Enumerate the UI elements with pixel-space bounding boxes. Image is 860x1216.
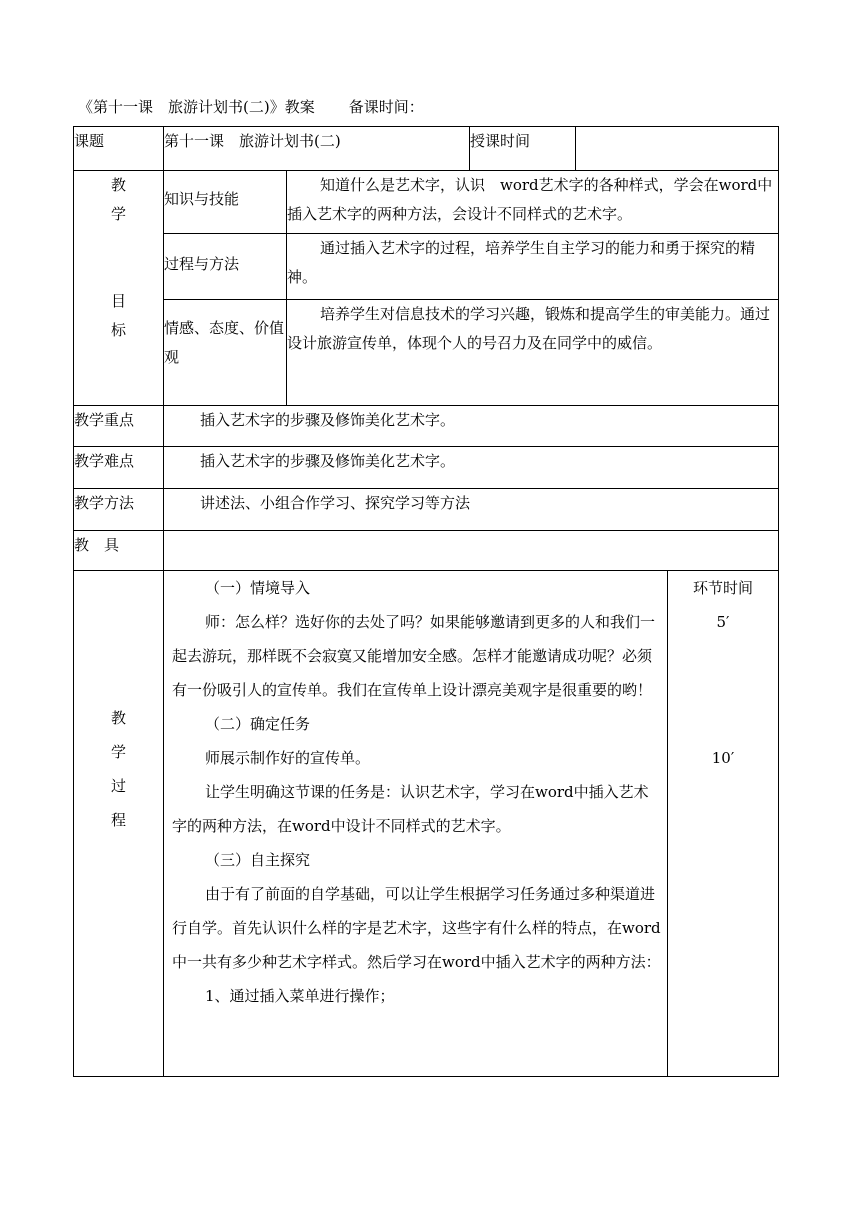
section-title: （三）自主探究 (205, 851, 311, 869)
lesson-title: 《第十一课 旅游计划书(二)》教案 (78, 98, 315, 116)
objectives-label-char: 目 (110, 292, 126, 310)
topic-row (74, 127, 779, 171)
objective-label: 情感、态度、价值观 (164, 300, 287, 406)
method-label: 教学方法 (74, 489, 164, 531)
objectives-label (74, 171, 164, 406)
tools-value (164, 531, 779, 571)
tools-label: 教 具 (74, 531, 164, 571)
stage-time-value: 5′ (716, 613, 730, 631)
paragraph: 由于有了前面的自学基础，可以让学生根据学习任务通过多种渠道进行自学。首先认识什么样的字是艺术字，这些字有什么样的特点，在word中一共有多少种艺术字样式。然后学习在word中插入艺术字的两种方法： (172, 885, 661, 971)
difficulty-label: 教学难点 (74, 447, 164, 489)
process-row (74, 571, 779, 1077)
objective-text: 知道什么是艺术字，认识 word艺术字的各种样式，学会在word中插入艺术字的两种方法，会设计不同样式的艺术字。 (287, 171, 779, 234)
lesson-plan-table (73, 126, 779, 1077)
difficulty-value: 插入艺术字的步骤及修饰美化艺术字。 (164, 447, 779, 489)
section-title: （一）情境导入 (205, 579, 311, 597)
key-point-value: 插入艺术字的步骤及修饰美化艺术字。 (164, 406, 779, 447)
teach-time-label: 授课时间 (470, 127, 576, 171)
objective-row-knowledge (74, 171, 779, 234)
process-content (164, 571, 668, 1077)
process-label-char: 过 (110, 777, 126, 795)
stage-time-column (668, 571, 779, 1077)
method-row (74, 489, 779, 531)
objectives-label-char: 学 (110, 205, 126, 223)
objective-label: 过程与方法 (164, 234, 287, 300)
objectives-label-char: 教 (110, 176, 126, 194)
stage-time-header: 环节时间 (692, 579, 753, 597)
objective-label: 知识与技能 (164, 171, 287, 234)
paragraph: 师：怎么样？选好你的去处了吗？如果能够邀请到更多的人和我们一起去游玩，那样既不会寂寞又能增加安全感。怎样才能邀请成功呢？必须有一份吸引人的宣传单。我们在宣传单上设计漂亮美观字是很重要的哟！ (172, 613, 656, 699)
process-label-char: 程 (110, 811, 126, 829)
difficulty-row (74, 447, 779, 489)
objectives-label-char: 标 (110, 321, 126, 339)
objective-row-process (74, 234, 779, 300)
section-title: （二）确定任务 (205, 715, 311, 733)
stage-time-value: 10′ (711, 749, 735, 767)
process-label-char: 学 (110, 743, 126, 761)
paragraph: 1、通过插入菜单进行操作； (205, 987, 395, 1005)
topic-value: 第十一课 旅游计划书(二) (164, 127, 470, 171)
process-label-char: 教 (110, 709, 126, 727)
key-point-label: 教学重点 (74, 406, 164, 447)
process-label (74, 571, 164, 1077)
teach-time-value (576, 127, 779, 171)
document-title (78, 96, 424, 117)
objective-row-attitude (74, 300, 779, 406)
paragraph: 让学生明确这节课的任务是：认识艺术字，学习在word中插入艺术字的两种方法，在word中设计不同样式的艺术字。 (172, 783, 649, 835)
key-point-row (74, 406, 779, 447)
topic-label: 课题 (74, 127, 164, 171)
objective-text: 培养学生对信息技术的学习兴趣，锻炼和提高学生的审美能力。通过设计旅游宣传单，体现个人的号召力及在同学中的威信。 (287, 300, 779, 406)
paragraph: 师展示制作好的宣传单。 (205, 749, 371, 767)
prep-time-label: 备课时间： (348, 98, 424, 116)
method-value: 讲述法、小组合作学习、探究学习等方法 (164, 489, 779, 531)
objective-text: 通过插入艺术字的过程，培养学生自主学习的能力和勇于探究的精神。 (287, 234, 779, 300)
tools-row (74, 531, 779, 571)
